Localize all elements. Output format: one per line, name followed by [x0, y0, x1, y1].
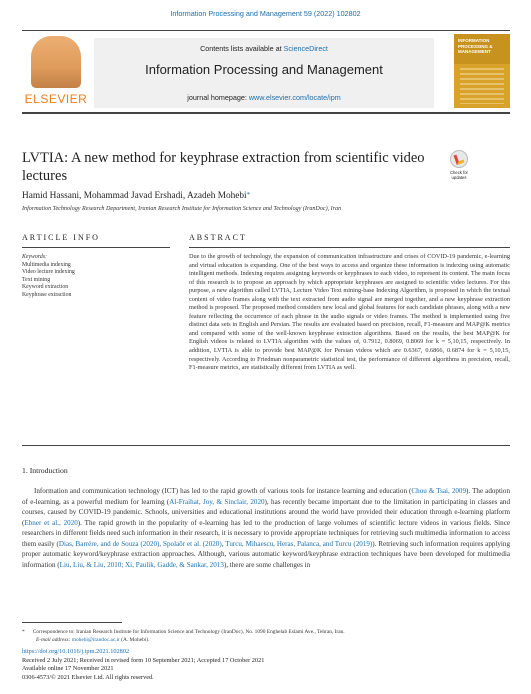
keyword-item: Keyphrase extraction [22, 291, 72, 298]
citation-link[interactable]: Dias, Barrére, and de Souza (2020), Spolaôr et al. (2020), Turcu, Mihaescu, Heras, Palanca, and Turcu (2019) [58, 539, 373, 548]
footnote-rule [22, 622, 122, 623]
citation-link[interactable]: Liu, Liu, & Liu, 2010; Xi, Paulik, Gadde, & Sankar, 2013 [59, 560, 224, 569]
paper-title: LVTIA: A new method for keyphrase extraction from scientific video lectures [22, 150, 425, 184]
keyword-item: Text mining [22, 276, 51, 283]
footnote-mark: * [22, 629, 25, 635]
header-rule-bottom [22, 112, 510, 114]
doi-link[interactable]: https://doi.org/10.1016/j.ipm.2021.102802 [22, 648, 130, 655]
keywords-block [22, 254, 170, 300]
homepage-link[interactable]: www.elsevier.com/locate/ipm [248, 93, 341, 102]
keyword-item: Multimedia indexing [22, 261, 71, 268]
sciencedirect-link[interactable]: ScienceDirect [283, 44, 328, 53]
journal-cover[interactable] [454, 34, 510, 108]
email-link[interactable]: mohebi@irandoc.ac.ir [71, 637, 120, 643]
check-updates-label: Check for updates [450, 170, 468, 180]
correspondence-text: Correspondence to: Iranian Research Institute for Information Science and Technology (IranDoc), No. 1090 Enghelab Eslami Ave., Tehran, Iran. [32, 629, 345, 635]
citation-link[interactable]: Chou & Tsai, 2009 [411, 487, 467, 495]
article-info-heading: ARTICLE INFO [22, 233, 100, 242]
abstract-text: Due to the growth of technology, the expansion of communication infrastructure and crises of COVID-19 pandemic, e-learning and virtual education is expanding. One of the best ways to access and organize these information is indexing using automatic intelligent methods. Indexing requires assigning keywords or keyphrases to each video, to represent its content. The main focus of this research is to propose an approach by which appropriate keyphrases are assigned to scientific video lectures. For this purpose, a new algorithm called LVTIA, Lecture Video Text mining-base Indexing Algorithm, is proposed in which the textual content of video frames along with the text extracted from audio signal are merged together, and a new keyphrase extraction method is proposed. The proposed method considers new local and global features for each candidate phrases, along with a new feature reflecting the occurrence of each phrase in the audio signals or video frames. The method is implemented using five distinct data sets in English and Persian. The results are evaluated based on precision, recall, F1-measure and MAP@K metrics and compared with some of the well-known keyphrase extraction algorithms. Based on the results, the best MAP@K for English videos is related to LVTIA algorithm with the values of, 0.7912, 0.8069, 0.8069 for k = 5,10,15, respectively. In addition, LVTIA is able to provide best MAP@K for Persian videos which are 0.6367, 0.6866, 0.6874 for k = 5,10,15, respectively. According to Friedman nonparametric statistical test, the performance of different algorithms in precision, recall, F1-measure metrics, are statistically different from LVTIA as well. [189, 253, 510, 372]
elsevier-logo[interactable] [22, 34, 90, 108]
cover-title: INFORMATION PROCESSING & MANAGEMENT [458, 38, 493, 54]
author-names: Hamid Hassani, Mohammad Javad Ershadi, Azadeh Mohebi [22, 191, 247, 201]
keyword-item: Keyword extraction [22, 284, 69, 291]
introduction-paragraph [22, 486, 510, 570]
intro-text-segment: ). The adoption of e-learning, as a powerful medium for learning ( [22, 487, 510, 506]
citation-link[interactable]: Al-Fraihat, Joy, & Sinclair, 2020 [169, 497, 265, 506]
footnote-email-row [22, 636, 510, 644]
cover-body [460, 68, 504, 104]
keywords-label: Keywords: [22, 254, 47, 260]
received-dates: Received 2 July 2021; Received in revised form 10 September 2021; Accepted 17 October 2021 [22, 656, 265, 664]
email-label: E-mail address: [36, 637, 71, 643]
abstract-heading: ABSTRACT [189, 233, 247, 242]
citation-link[interactable]: Ebner et al., 2020 [24, 518, 78, 527]
header-rule-top [22, 30, 510, 31]
journal-homepage [94, 93, 434, 102]
author-list [22, 191, 510, 201]
journal-reference[interactable]: Information Processing and Management 59 (2022) 102802 [170, 9, 361, 18]
section-divider [22, 445, 510, 446]
article-info-rule [22, 247, 170, 248]
footnote-correspondence-row [22, 628, 510, 636]
email-owner: (A. Mohebi). [119, 637, 150, 643]
intro-text-segment: Information and communication technology (ICT) has led to the rapid growth of various tools for instance learning and education ( [34, 487, 412, 495]
contents-line [94, 44, 434, 53]
abstract-rule [189, 247, 510, 248]
contents-prefix: Contents lists available at [200, 44, 284, 53]
copyright: 0306-4573/© 2021 Elsevier Ltd. All rights reserved. [22, 673, 154, 681]
footnote [22, 628, 510, 644]
affiliation: Information Technology Research Department, Iranian Research Institute for Information Science and Technology (IranDoc), Iran [22, 206, 342, 212]
elsevier-tree-icon [31, 36, 81, 88]
keyword-item: Video lecture indexing [22, 269, 75, 276]
check-for-updates-button[interactable] [444, 150, 474, 180]
introduction-heading: 1. Introduction [22, 466, 68, 475]
journal-header [22, 30, 510, 112]
intro-text-segment: ), there are some challenges in [223, 560, 311, 569]
header-center-box [94, 38, 434, 108]
article-history [22, 648, 510, 682]
available-online: Available online 17 November 2021 [22, 665, 114, 673]
intro-text-segment: ). The rapid growth in the popularity of e-learning has led to the production of large volumes of scientific lecture videos in various fields. Since researchers in different fields need such information in their research, it is necessary to provide appropriate techniques for retrieving such multimedia information to access them easily ( [22, 518, 510, 548]
corresponding-author-mark[interactable]: * [246, 191, 251, 199]
homepage-prefix: journal homepage: [187, 93, 249, 102]
intro-text-segment: ). Retrieving such information requires applying proper automatic keyword/keyphrase extraction approaches. Although, various automatic keyword/keyphrase extraction techniques have been developed for multimedia information ( [22, 539, 510, 569]
elsevier-wordmark: ELSEVIER [24, 92, 88, 106]
journal-title: Information Processing and Management [145, 62, 383, 77]
intro-text-segment: ), has recently became important due to the limitation in participating in classes and courses, caused by COVID-19 pandemic. Schools, universities and educational institutions around the world have provided their education through e-learning platform ( [22, 497, 510, 527]
